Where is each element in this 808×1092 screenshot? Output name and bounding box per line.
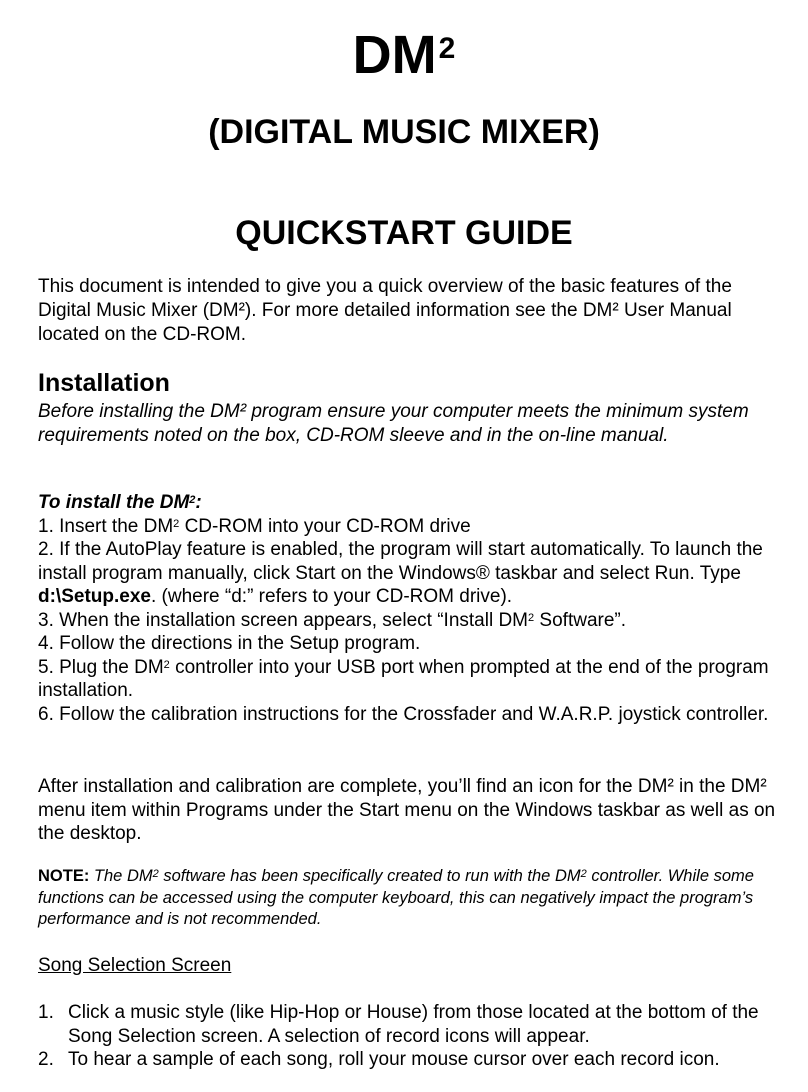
install-step-3 <box>38 609 788 633</box>
list-item-text: Click a music style (like Hip-Hop or House) from those located at the bottom of the Song Selection screen. A selection of record icons will appear. <box>68 1002 759 1047</box>
installation-steps <box>38 491 788 726</box>
note-text-c: controller. While some functions can be accessed using the computer keyboard, this can negatively impact the program’s performance and is not recommended. <box>38 867 754 928</box>
doc-title-text: DM <box>352 25 437 85</box>
steps-lead-text: To install the DM <box>38 492 190 513</box>
step-1-sup: 2 <box>173 517 180 530</box>
steps-lead-sup: 2 <box>189 494 196 506</box>
list-item-number: 1. <box>38 1002 54 1023</box>
note-label: NOTE: <box>38 867 90 885</box>
list-item <box>38 1048 788 1072</box>
after-installation-paragraph: After installation and calibration are complete, you’ll find an icon for the DM² in the DM² menu item within Programs under the Start menu on the Windows taskbar as well as on the desktop. <box>38 776 776 844</box>
install-step-6: 6. Follow the calibration instructions for the Crossfader and W.A.R.P. joystick controller. <box>38 703 769 725</box>
steps-lead <box>38 491 788 515</box>
step-2-text-b: . (where “d:” refers to your CD-ROM drive). <box>150 586 513 607</box>
list-item-text: To hear a sample of each song, roll your mouse cursor over each record icon. <box>68 1049 720 1070</box>
install-step-2 <box>38 538 788 609</box>
list-item <box>38 1001 788 1048</box>
step-3-text-b: Software”. <box>534 609 627 631</box>
doc-subtitle: (DIGITAL MUSIC MIXER) <box>208 113 600 151</box>
step-2-text-a: 2. If the AutoPlay feature is enabled, the program will start automatically. To launch the install program manually, click Start on the Windows® taskbar and select Run. Type <box>38 539 763 584</box>
installation-heading: Installation <box>38 369 170 397</box>
installation-requirements-note: Before installing the DM² program ensure your computer meets the minimum system requirements noted on the box, CD-ROM sleeve and in the on-line manual. <box>38 401 749 446</box>
install-step-5 <box>38 656 788 703</box>
step-1-text-b: CD-ROM into your CD-ROM drive <box>179 515 471 537</box>
note-paragraph <box>38 866 783 931</box>
song-selection-heading: Song Selection Screen <box>38 955 232 976</box>
doc-title-superscript: 2 <box>438 32 456 65</box>
step-3-sup: 2 <box>528 611 535 624</box>
step-5-text-b: controller into your USB port when prompted at the end of the program installation. <box>38 656 769 701</box>
note-text-b: software has been specifically created to run with the DM <box>158 867 581 885</box>
note-sup-2: 2 <box>580 868 587 880</box>
intro-paragraph: This document is intended to give you a quick overview of the basic features of the Digital Music Mixer (DM²). For more detailed information see the DM² User Manual located on the CD-ROM. <box>38 276 732 345</box>
step-5-sup: 2 <box>163 658 170 671</box>
step-1-text-a: 1. Insert the DM <box>38 515 174 537</box>
install-step-1 <box>38 515 788 539</box>
steps-lead-end: : <box>195 492 202 513</box>
step-5-text-a: 5. Plug the DM <box>38 656 164 678</box>
note-sup-1: 2 <box>152 868 159 880</box>
step-3-text-a: 3. When the installation screen appears, select “Install DM <box>38 609 529 631</box>
install-step-4: 4. Follow the directions in the Setup program. <box>38 633 421 654</box>
list-item-number: 2. <box>38 1049 54 1070</box>
note-text-a: The DM <box>89 867 153 885</box>
guide-title: QUICKSTART GUIDE <box>235 214 573 252</box>
doc-title <box>0 20 808 90</box>
song-selection-list <box>38 1001 788 1072</box>
step-2-command: d:\Setup.exe <box>38 586 151 607</box>
